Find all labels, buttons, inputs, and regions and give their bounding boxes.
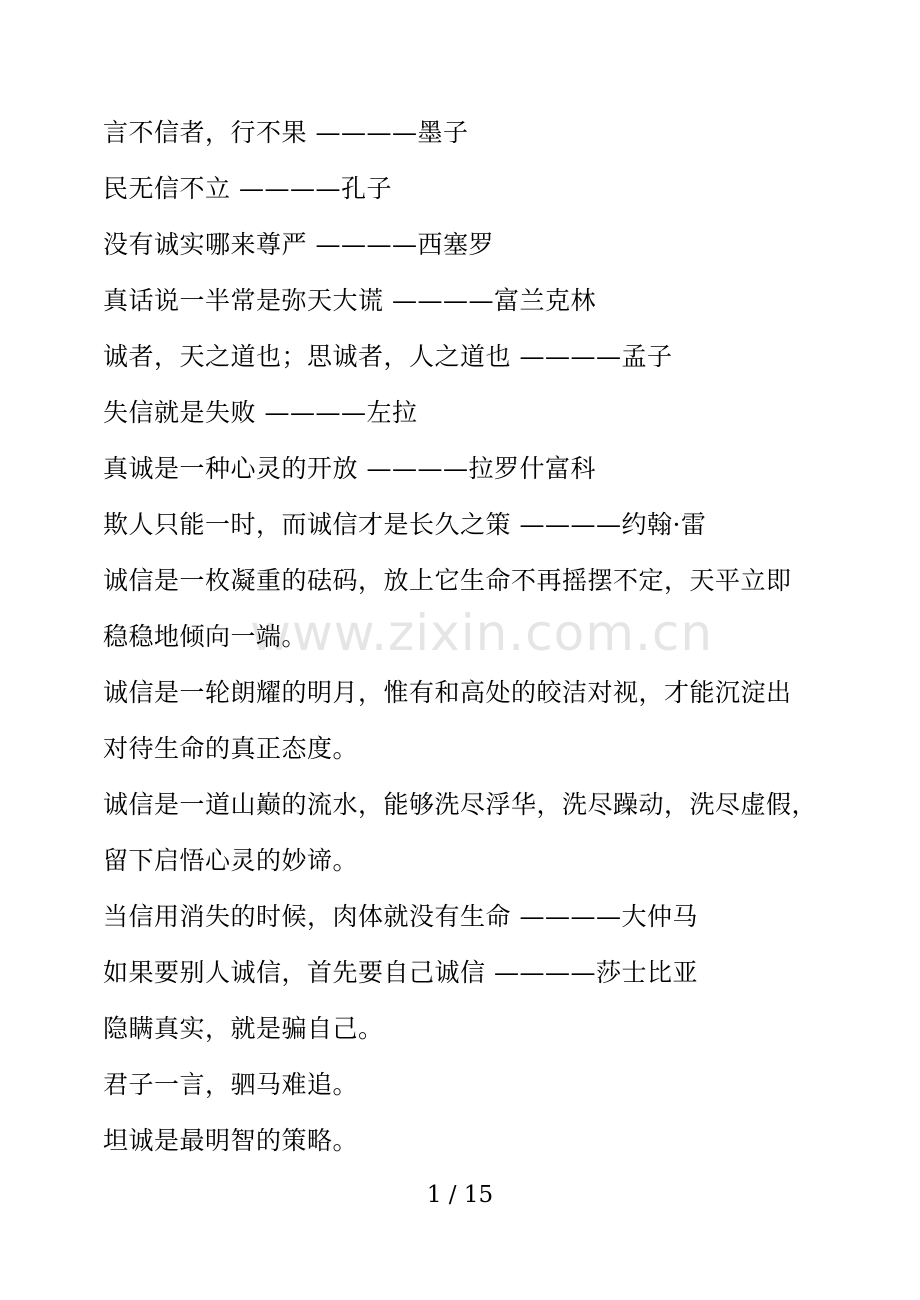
text-line: 君子一言，驷马难追。 <box>103 1070 359 1099</box>
text-line: 留下启悟心灵的妙谛。 <box>103 846 359 875</box>
text-line: 对待生命的真正态度。 <box>103 734 359 763</box>
watermark: www.zixin.com.cn <box>250 604 714 662</box>
text-line: 民无信不立 ————孔子 <box>103 174 392 203</box>
text-line: 真话说一半常是弥天大谎 ————富兰克林 <box>103 286 596 315</box>
page-number: 1 / 15 <box>426 1182 494 1208</box>
text-line: 隐瞒真实，就是骗自己。 <box>103 1014 384 1043</box>
text-line: 失信就是失败 ————左拉 <box>103 398 418 427</box>
text-line: 诚信是一轮朗耀的明月，惟有和高处的皎洁对视，才能沉淀出 <box>103 678 792 707</box>
text-line: 诚者，天之道也；思诚者，人之道也 ————孟子 <box>103 342 673 371</box>
text-line: 坦诚是最明智的策略。 <box>103 1126 359 1155</box>
text-line: 真诚是一种心灵的开放 ————拉罗什富科 <box>103 454 596 483</box>
text-line: 没有诚实哪来尊严 ————西塞罗 <box>103 230 494 259</box>
text-line: 欺人只能一时，而诚信才是长久之策 ————约翰·雷 <box>103 510 707 539</box>
text-line: 诚信是一道山巅的流水，能够洗尽浮华，洗尽躁动，洗尽虚假， <box>103 790 818 819</box>
text-line: 诚信是一枚凝重的砝码，放上它生命不再摇摆不定，天平立即 <box>103 566 792 595</box>
text-line: 言不信者，行不果 ————墨子 <box>103 118 469 147</box>
text-line: 当信用消失的时候，肉体就没有生命 ————大仲马 <box>103 902 698 931</box>
text-line: 稳稳地倾向一端。 <box>103 622 308 651</box>
text-line: 如果要别人诚信，首先要自己诚信 ————莎士比亚 <box>103 958 698 987</box>
